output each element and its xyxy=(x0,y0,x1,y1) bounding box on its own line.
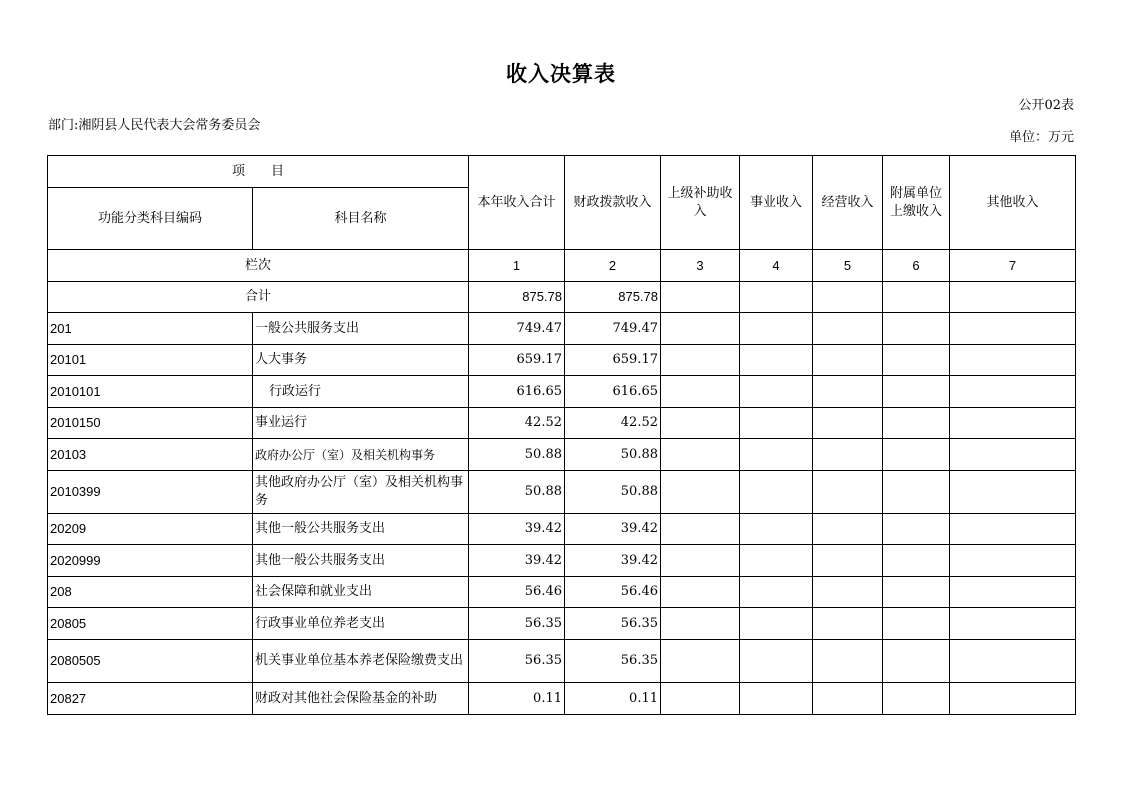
total-row xyxy=(48,282,1076,313)
row-col1: 39.42 xyxy=(469,545,565,577)
row-col1: 659.17 xyxy=(469,345,565,376)
row-code: 208 xyxy=(48,577,253,608)
row-number: 4 xyxy=(740,250,813,282)
table-row xyxy=(48,408,1076,439)
header-col6: 附属单位上缴收入 xyxy=(883,156,950,250)
table-row xyxy=(48,514,1076,545)
row-name: 政府办公厅（室）及相关机构事务 xyxy=(253,439,469,471)
row-name: 人大事务 xyxy=(253,345,469,376)
total-col2: 875.78 xyxy=(565,282,661,313)
row-name: 社会保障和就业支出 xyxy=(253,577,469,608)
row-number: 6 xyxy=(883,250,950,282)
row-col2: 0.11 xyxy=(565,683,661,715)
row-name: 行政事业单位养老支出 xyxy=(253,608,469,640)
row-code: 2010399 xyxy=(48,471,253,514)
header-col1: 本年收入合计 xyxy=(469,156,565,250)
row-col2: 56.35 xyxy=(565,640,661,683)
row-code: 2010101 xyxy=(48,376,253,408)
row-col1: 56.46 xyxy=(469,577,565,608)
row-number: 1 xyxy=(469,250,565,282)
row-number: 2 xyxy=(565,250,661,282)
row-col2: 50.88 xyxy=(565,471,661,514)
row-col2: 50.88 xyxy=(565,439,661,471)
row-code: 2010150 xyxy=(48,408,253,439)
row-col2: 56.35 xyxy=(565,608,661,640)
row-col1: 56.35 xyxy=(469,640,565,683)
row-name: 行政运行 xyxy=(253,376,469,408)
row-code: 20805 xyxy=(48,608,253,640)
row-code: 201 xyxy=(48,313,253,345)
income-table xyxy=(47,155,1076,715)
row-code: 20103 xyxy=(48,439,253,471)
row-code: 20827 xyxy=(48,683,253,715)
header-col5: 经营收入 xyxy=(813,156,883,250)
row-name: 财政对其他社会保险基金的补助 xyxy=(253,683,469,715)
header-name: 科目名称 xyxy=(253,188,469,250)
row-col1: 50.88 xyxy=(469,471,565,514)
row-col1: 0.11 xyxy=(469,683,565,715)
header-col7: 其他收入 xyxy=(950,156,1076,250)
header-code: 功能分类科目编码 xyxy=(48,188,253,250)
row-code: 20101 xyxy=(48,345,253,376)
row-col2: 39.42 xyxy=(565,545,661,577)
row-code: 2080505 xyxy=(48,640,253,683)
row-name: 其他一般公共服务支出 xyxy=(253,545,469,577)
row-col2: 39.42 xyxy=(565,514,661,545)
header-col3: 上级补助收入 xyxy=(661,156,740,250)
row-number: 5 xyxy=(813,250,883,282)
table-row xyxy=(48,376,1076,408)
table-row xyxy=(48,683,1076,715)
table-row xyxy=(48,608,1076,640)
row-col1: 39.42 xyxy=(469,514,565,545)
row-name: 其他一般公共服务支出 xyxy=(253,514,469,545)
row-code: 20209 xyxy=(48,514,253,545)
row-number: 7 xyxy=(950,250,1076,282)
row-col2: 659.17 xyxy=(565,345,661,376)
header-row-1 xyxy=(48,156,1076,188)
table-row xyxy=(48,577,1076,608)
form-number: 公开02表 xyxy=(1018,98,1074,113)
header-item-group: 项 目 xyxy=(48,156,469,188)
table-row xyxy=(48,439,1076,471)
total-label: 合计 xyxy=(48,282,469,313)
row-col1: 56.35 xyxy=(469,608,565,640)
table-row xyxy=(48,345,1076,376)
row-col2: 42.52 xyxy=(565,408,661,439)
row-number-row xyxy=(48,250,1076,282)
row-col2: 616.65 xyxy=(565,376,661,408)
row-col2: 56.46 xyxy=(565,577,661,608)
header-col4: 事业收入 xyxy=(740,156,813,250)
row-name: 机关事业单位基本养老保险缴费支出 xyxy=(253,640,469,683)
report-title: 收入决算表 xyxy=(506,61,616,86)
row-col1: 616.65 xyxy=(469,376,565,408)
row-number-label: 栏次 xyxy=(48,250,469,282)
row-name: 事业运行 xyxy=(253,408,469,439)
row-name: 其他政府办公厅（室）及相关机构事务 xyxy=(253,471,469,514)
total-col1: 875.78 xyxy=(469,282,565,313)
row-name: 一般公共服务支出 xyxy=(253,313,469,345)
row-col2: 749.47 xyxy=(565,313,661,345)
table-row xyxy=(48,471,1076,514)
table-row xyxy=(48,545,1076,577)
unit-label: 单位：万元 xyxy=(1008,130,1074,145)
row-col1: 749.47 xyxy=(469,313,565,345)
row-number: 3 xyxy=(661,250,740,282)
table-row xyxy=(48,313,1076,345)
table-row xyxy=(48,640,1076,683)
row-col1: 42.52 xyxy=(469,408,565,439)
row-col1: 50.88 xyxy=(469,439,565,471)
department-label: 部门:湘阴县人民代表大会常务委员会 xyxy=(48,118,261,133)
row-code: 2020999 xyxy=(48,545,253,577)
header-col2: 财政拨款收入 xyxy=(565,156,661,250)
